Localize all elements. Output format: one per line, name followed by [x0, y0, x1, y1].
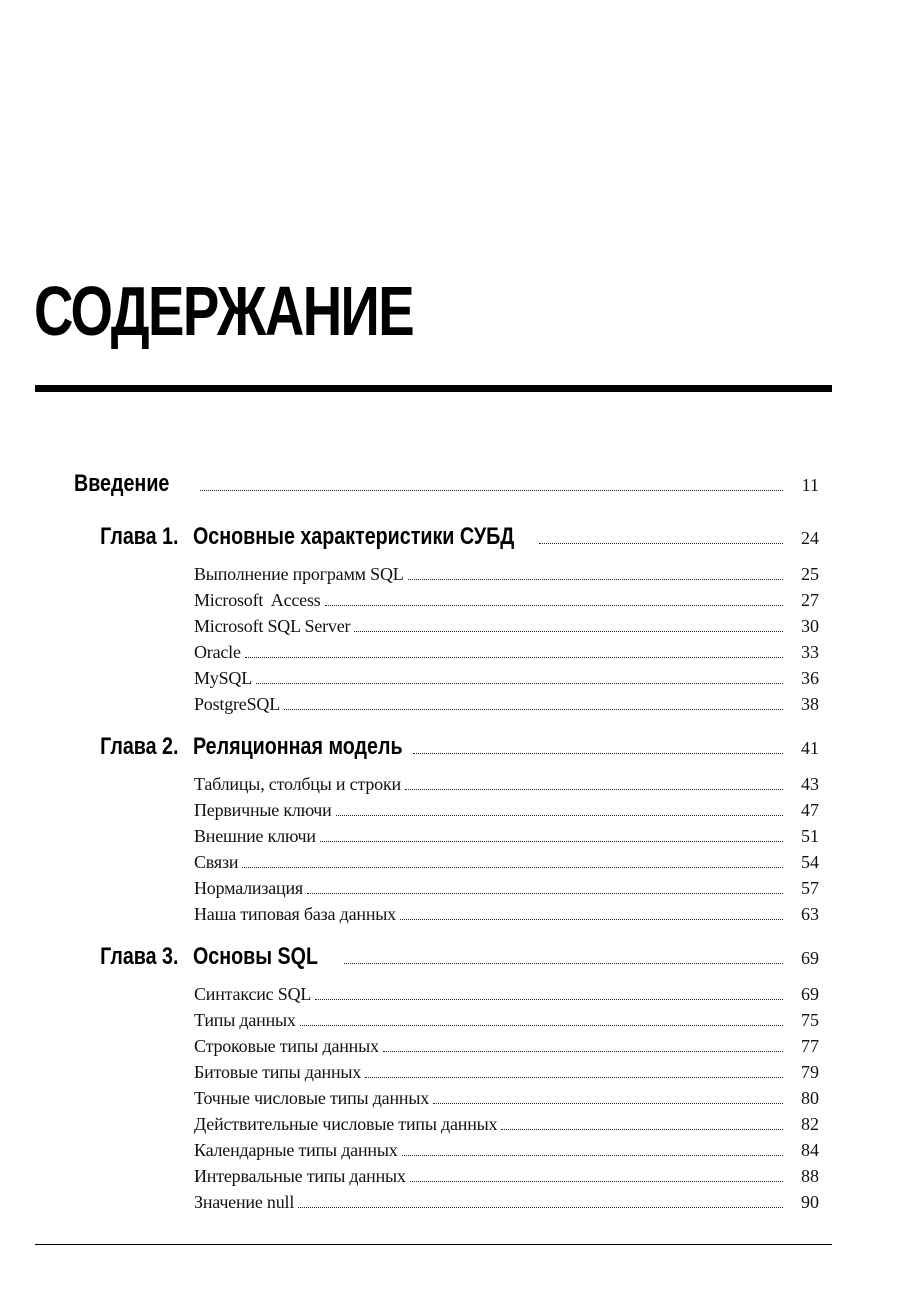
entry-title: MySQL	[194, 668, 253, 688]
page-number: 79	[801, 1062, 819, 1082]
entry-title: Первичные ключи	[194, 800, 332, 820]
entry-title: Внешние ключи	[194, 826, 316, 846]
dot-leader	[383, 1051, 783, 1052]
toc-entry[interactable]	[194, 984, 819, 1005]
toc-entry[interactable]	[194, 904, 819, 925]
toc-entry[interactable]	[194, 826, 819, 847]
entry-title: Интервальные типы данных	[194, 1166, 406, 1186]
page-number: 51	[801, 826, 819, 846]
toc-entry[interactable]	[194, 1088, 819, 1109]
entry-title: PostgreSQL	[194, 694, 281, 714]
dot-leader	[433, 1103, 783, 1104]
toc-entry[interactable]	[194, 1140, 819, 1161]
dot-leader	[410, 1181, 783, 1182]
page-number: 84	[801, 1140, 819, 1160]
chapter-label: Глава 3.	[99, 943, 178, 970]
dot-leader	[501, 1129, 783, 1130]
dot-leader	[245, 657, 783, 658]
page-number: 77	[801, 1036, 819, 1056]
entry-title: Битовые типы данных	[194, 1062, 362, 1082]
toc-entry[interactable]	[194, 878, 819, 899]
dot-leader	[405, 789, 783, 790]
toc-entry[interactable]	[194, 1166, 819, 1187]
dot-leader	[325, 605, 783, 606]
page-number: 25	[801, 564, 819, 584]
dot-leader	[408, 579, 783, 580]
entry-title: Связи	[194, 852, 239, 872]
dot-leader	[300, 1025, 783, 1026]
dot-leader	[402, 1155, 783, 1156]
dot-leader	[307, 893, 783, 894]
entry-title: Нормализация	[194, 878, 304, 898]
entry-title: Таблицы, столбцы и строки	[194, 774, 401, 794]
toc-entry[interactable]	[194, 668, 819, 689]
page-number: 88	[801, 1166, 819, 1186]
dot-leader	[315, 999, 783, 1000]
dot-leader	[298, 1207, 783, 1208]
dot-leader	[336, 815, 783, 816]
entry-title: Наша типовая база данных	[194, 904, 396, 924]
entry-title: Oracle	[194, 642, 241, 662]
intro-title: Введение	[74, 470, 170, 497]
entry-title: Значение null	[194, 1192, 295, 1212]
title-rule	[35, 385, 832, 392]
entry-title: Выполнение программ SQL	[194, 564, 404, 584]
page-number: 80	[801, 1088, 819, 1108]
page-number: 36	[801, 668, 819, 688]
toc-entry[interactable]	[194, 564, 819, 585]
page-number: 54	[801, 852, 819, 872]
chapter-title: Основные характеристики СУБД	[193, 523, 515, 550]
page-number: 57	[801, 878, 819, 898]
dot-leader	[413, 753, 783, 754]
dot-leader	[539, 543, 783, 544]
entry-title: Типы данных	[194, 1010, 296, 1030]
chapter-label: Глава 1.	[99, 523, 178, 550]
page-number: 30	[801, 616, 819, 636]
page-number: 33	[801, 642, 819, 662]
entry-title: Синтаксис SQL	[194, 984, 312, 1004]
toc-entry[interactable]	[194, 1036, 819, 1057]
entry-title: Календарные типы данных	[194, 1140, 398, 1160]
dot-leader	[354, 631, 783, 632]
entry-title: Точные числовые типы данных	[194, 1088, 430, 1108]
entry-title: Microsoft SQL Server	[194, 616, 351, 636]
page-number: 75	[801, 1010, 819, 1030]
page-number: 41	[801, 738, 819, 758]
entry-title: Действительные числовые типы данных	[194, 1114, 498, 1134]
page-number: 38	[801, 694, 819, 714]
page-number: 63	[801, 904, 819, 924]
dot-leader	[344, 963, 783, 964]
toc-entry[interactable]	[194, 1062, 819, 1083]
page-number: 47	[801, 800, 819, 820]
chapter-label: Глава 2.	[99, 733, 178, 760]
page-number: 43	[801, 774, 819, 794]
page-number: 69	[801, 948, 819, 968]
bottom-rule	[35, 1244, 832, 1245]
toc-entry[interactable]	[194, 1114, 819, 1135]
toc-entry[interactable]	[194, 642, 819, 663]
toc-entry[interactable]	[194, 694, 819, 715]
toc-intro[interactable]	[74, 470, 819, 498]
page-number: 82	[801, 1114, 819, 1134]
dot-leader	[365, 1077, 783, 1078]
toc-entry[interactable]	[194, 590, 819, 611]
toc-entry[interactable]	[194, 1010, 819, 1031]
dot-leader	[256, 683, 783, 684]
dot-leader	[200, 490, 783, 491]
page-title: СОДЕРЖАНИЕ	[34, 272, 414, 350]
page-number: 11	[801, 475, 819, 495]
toc-entry[interactable]	[194, 800, 819, 821]
page-number: 90	[801, 1192, 819, 1212]
toc-entry[interactable]	[194, 616, 819, 637]
chapter-title: Реляционная модель	[193, 733, 403, 760]
dot-leader	[242, 867, 783, 868]
toc-entry[interactable]	[194, 852, 819, 873]
chapter-title: Основы SQL	[193, 943, 318, 970]
entry-title: Строковые типы данных	[194, 1036, 379, 1056]
page-number: 24	[801, 528, 819, 548]
page-number: 69	[801, 984, 819, 1004]
dot-leader	[400, 919, 783, 920]
page-number: 27	[801, 590, 819, 610]
toc-entry[interactable]	[194, 774, 819, 795]
toc-entry[interactable]	[194, 1192, 819, 1213]
entry-title: Microsoft Access	[194, 590, 321, 610]
dot-leader	[284, 709, 783, 710]
dot-leader	[320, 841, 783, 842]
